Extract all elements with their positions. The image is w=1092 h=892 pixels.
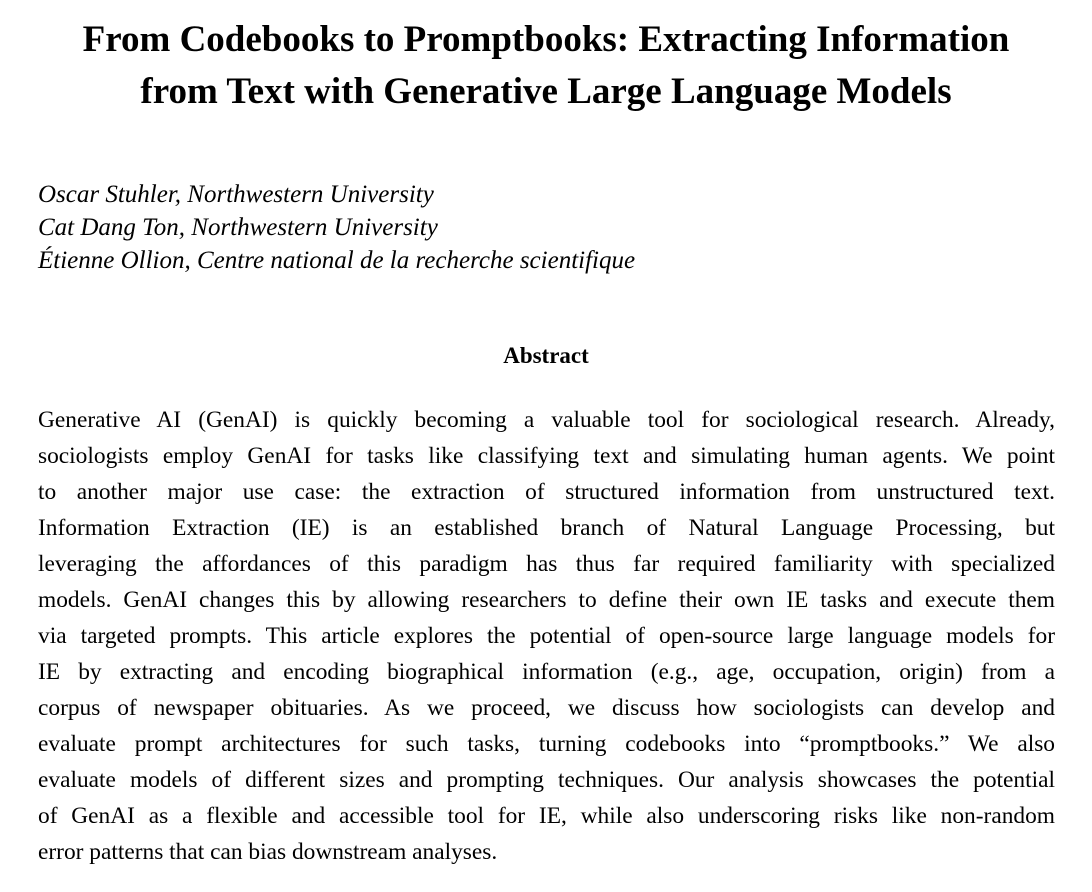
author-list bbox=[38, 178, 635, 277]
abstract-body bbox=[38, 402, 1055, 870]
abstract-line: evaluate models of different sizes and prompting techniques. Our analysis showcases the potential bbox=[38, 767, 1055, 793]
abstract-line: IE by extracting and encoding biographical information (e.g., age, occupation, origin) from a bbox=[38, 659, 1055, 685]
abstract-line: Generative AI (GenAI) is quickly becoming a valuable tool for sociological research. Already, bbox=[38, 407, 1055, 433]
abstract-line: evaluate prompt architectures for such tasks, turning codebooks into “promptbooks.” We also bbox=[38, 731, 1055, 757]
abstract-line: Information Extraction (IE) is an established branch of Natural Language Processing, but bbox=[38, 515, 1055, 541]
abstract-line: via targeted prompts. This article explores the potential of open-source large language models for bbox=[38, 623, 1055, 649]
abstract-line: of GenAI as a flexible and accessible tool for IE, while also underscoring risks like non-random bbox=[38, 803, 1055, 829]
abstract-line: sociologists employ GenAI for tasks like classifying text and simulating human agents. We point bbox=[38, 443, 1055, 469]
abstract-line: models. GenAI changes this by allowing researchers to define their own IE tasks and execute them bbox=[38, 587, 1055, 613]
abstract-line: error patterns that can bias downstream analyses. bbox=[38, 839, 498, 865]
paper-title bbox=[20, 14, 1072, 118]
abstract-line: corpus of newspaper obituaries. As we proceed, we discuss how sociologists can develop and bbox=[38, 695, 1055, 721]
abstract-line: to another major use case: the extraction of structured information from unstructured text. bbox=[38, 479, 1055, 505]
title-line: from Text with Generative Large Language Models bbox=[140, 71, 952, 112]
author-entry: Étienne Ollion, Centre national de la recherche scientifique bbox=[38, 247, 636, 274]
title-line: From Codebooks to Promptbooks: Extracting Information bbox=[82, 19, 1010, 60]
abstract-heading: Abstract bbox=[503, 343, 589, 368]
author-entry: Oscar Stuhler, Northwestern University bbox=[38, 181, 434, 208]
abstract-line: leveraging the affordances of this paradigm has thus far required familiarity with specialized bbox=[38, 551, 1055, 577]
author-entry: Cat Dang Ton, Northwestern University bbox=[38, 214, 438, 241]
